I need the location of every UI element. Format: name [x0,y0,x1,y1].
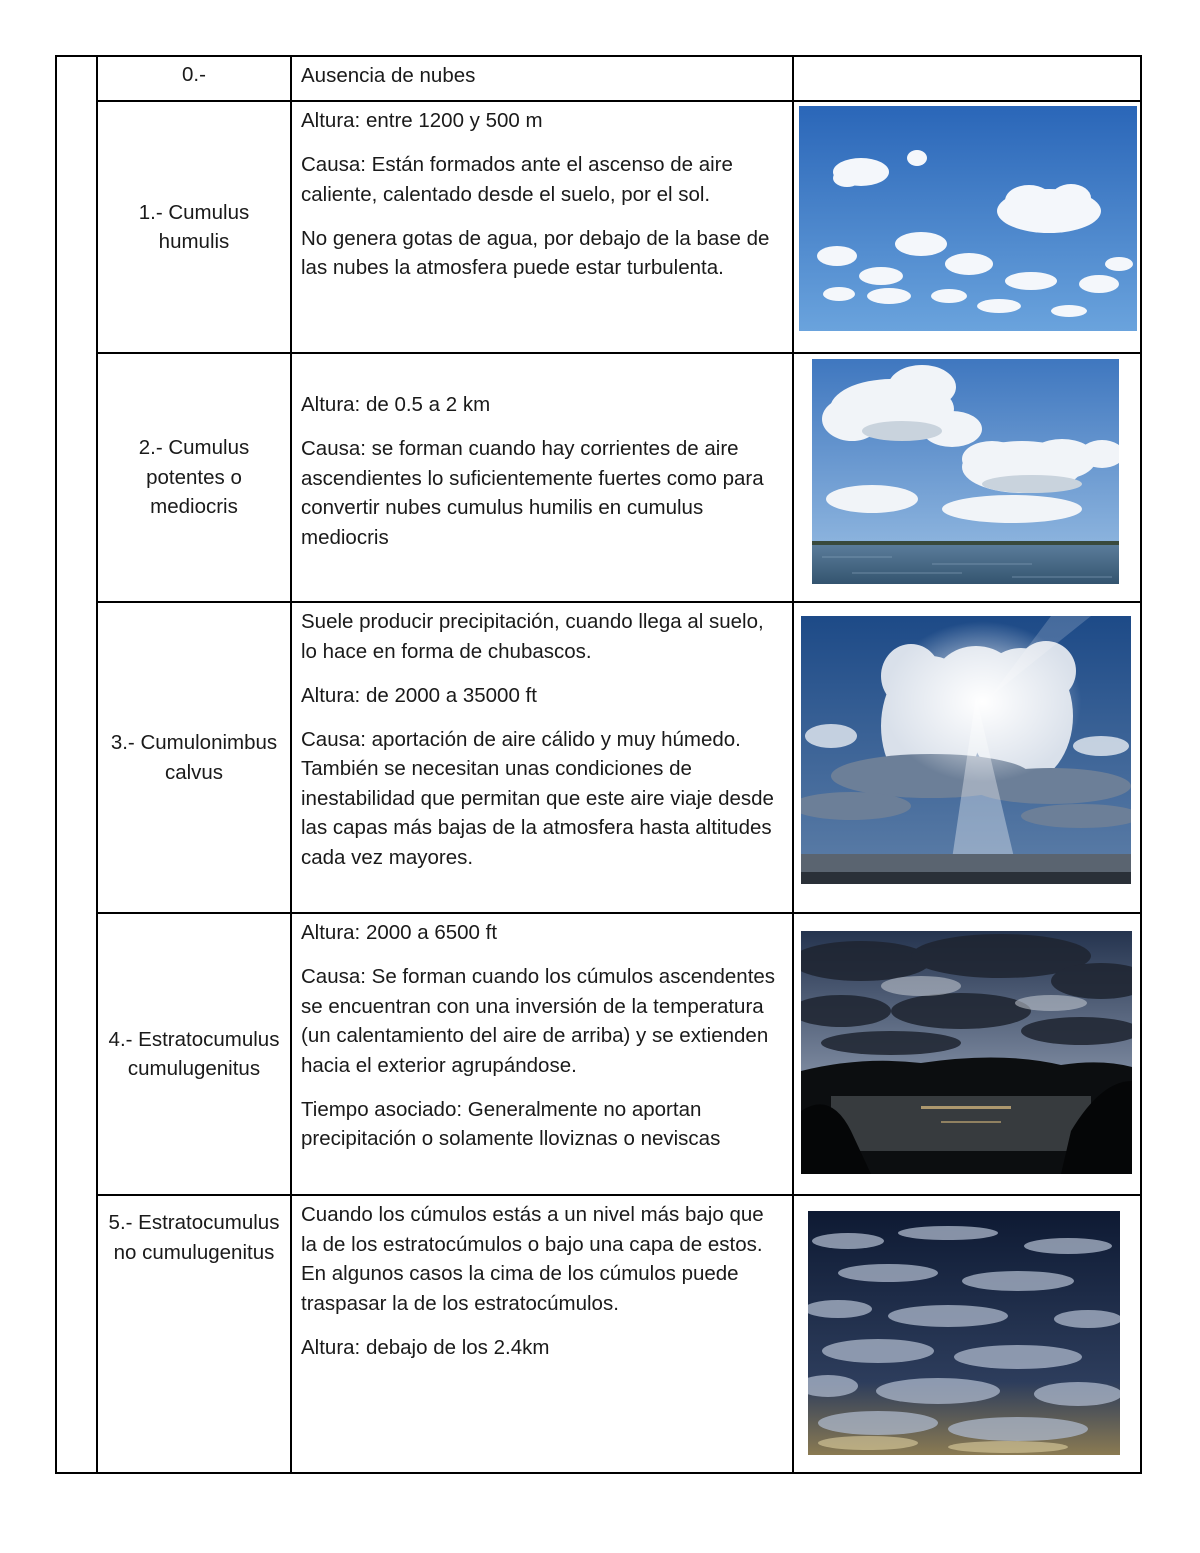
row-description-cell [292,102,792,352]
row-number-cell [98,102,290,352]
description-paragraph: Suele producir precipitación, cuando llega al suelo, lo hace en forma de chubascos. [301,610,764,663]
description-paragraph: Ausencia de nubes [301,64,476,87]
description-paragraph: Tiempo asociado: Generalmente no aportan precipitación o solamente lloviznas o neviscas [301,1097,721,1150]
row-description-cell [292,603,792,912]
description-paragraph: Altura: de 2000 a 35000 ft [301,683,537,707]
row-number-cell [98,57,290,100]
description-paragraph: Causa: Se forman cuando los cúmulos ascendentes se encuentran con una inversión de la temperatura (un calentamiento del aire de arriba) y se extienden hacia el exterior agrupándose. [301,965,776,1077]
row-number: 5.- Estratocumulus no cumulugenitus [108,1211,280,1264]
photo-cumulus-humilis [799,106,1137,331]
table-border-bottom [55,1472,1142,1474]
row-description-cell [292,1196,792,1472]
row-number-cell [98,1196,290,1472]
photo-cumulonimbus-calvus [801,616,1131,884]
row-number: 2.- Cumulus potentes o mediocris [138,436,250,519]
description-paragraph: No genera gotas de agua, por debajo de la base de las nubes la atmosfera puede estar turbulenta. [301,226,770,279]
row-number-cell [98,914,290,1194]
row-number: 0.- [182,63,206,86]
table-border-right [1140,55,1142,1474]
photo-estratocumulus-cumulugenitus [801,931,1132,1174]
table-column-divider [792,55,794,1474]
description-paragraph: Causa: aportación de aire cálido y muy húmedo. También se necesitan unas condiciones de inestabilidad que permitan que este aire viaje desde las capas más bajas de la atmosfera hasta altitudes cada vez mayores. [301,727,774,869]
row-number: 3.- Cumulonimbus calvus [110,731,278,784]
description-paragraph: Causa: se forman cuando hay corrientes de aire ascendientes lo suficientemente fuertes como para convertir nubes cumulus humilis en cumulus mediocris [301,437,764,549]
row-number: 4.- Estratocumulus cumulugenitus [108,1027,280,1080]
photo-cumulus-mediocris [812,359,1119,584]
row-description-cell [292,914,792,1194]
photo-estratocumulus-no-cumulugenitus [808,1211,1120,1455]
description-paragraph: Causa: Están formados ante el ascenso de aire caliente, calentado desde el suelo, por el sol. [301,153,733,206]
row-number: 1.- Cumulus humulis [138,200,250,253]
description-paragraph: Cuando los cúmulos estás a un nivel más bajo que la de los estratocúmulos o bajo una capa de estos. En algunos casos la cima de los cúmulos puede traspasar la de los estratocúmulos. [301,1203,764,1315]
description-paragraph: Altura: de 0.5 a 2 km [301,393,491,416]
description-paragraph: Altura: debajo de los 2.4km [301,1335,550,1359]
row-description-cell [292,354,792,601]
table-border-left [55,55,57,1474]
row-description-cell [292,57,792,100]
description-paragraph: Altura: 2000 a 6500 ft [301,921,498,944]
row-number-cell [98,354,290,601]
description-paragraph: Altura: entre 1200 y 500 m [301,109,543,132]
row-number-cell [98,603,290,912]
